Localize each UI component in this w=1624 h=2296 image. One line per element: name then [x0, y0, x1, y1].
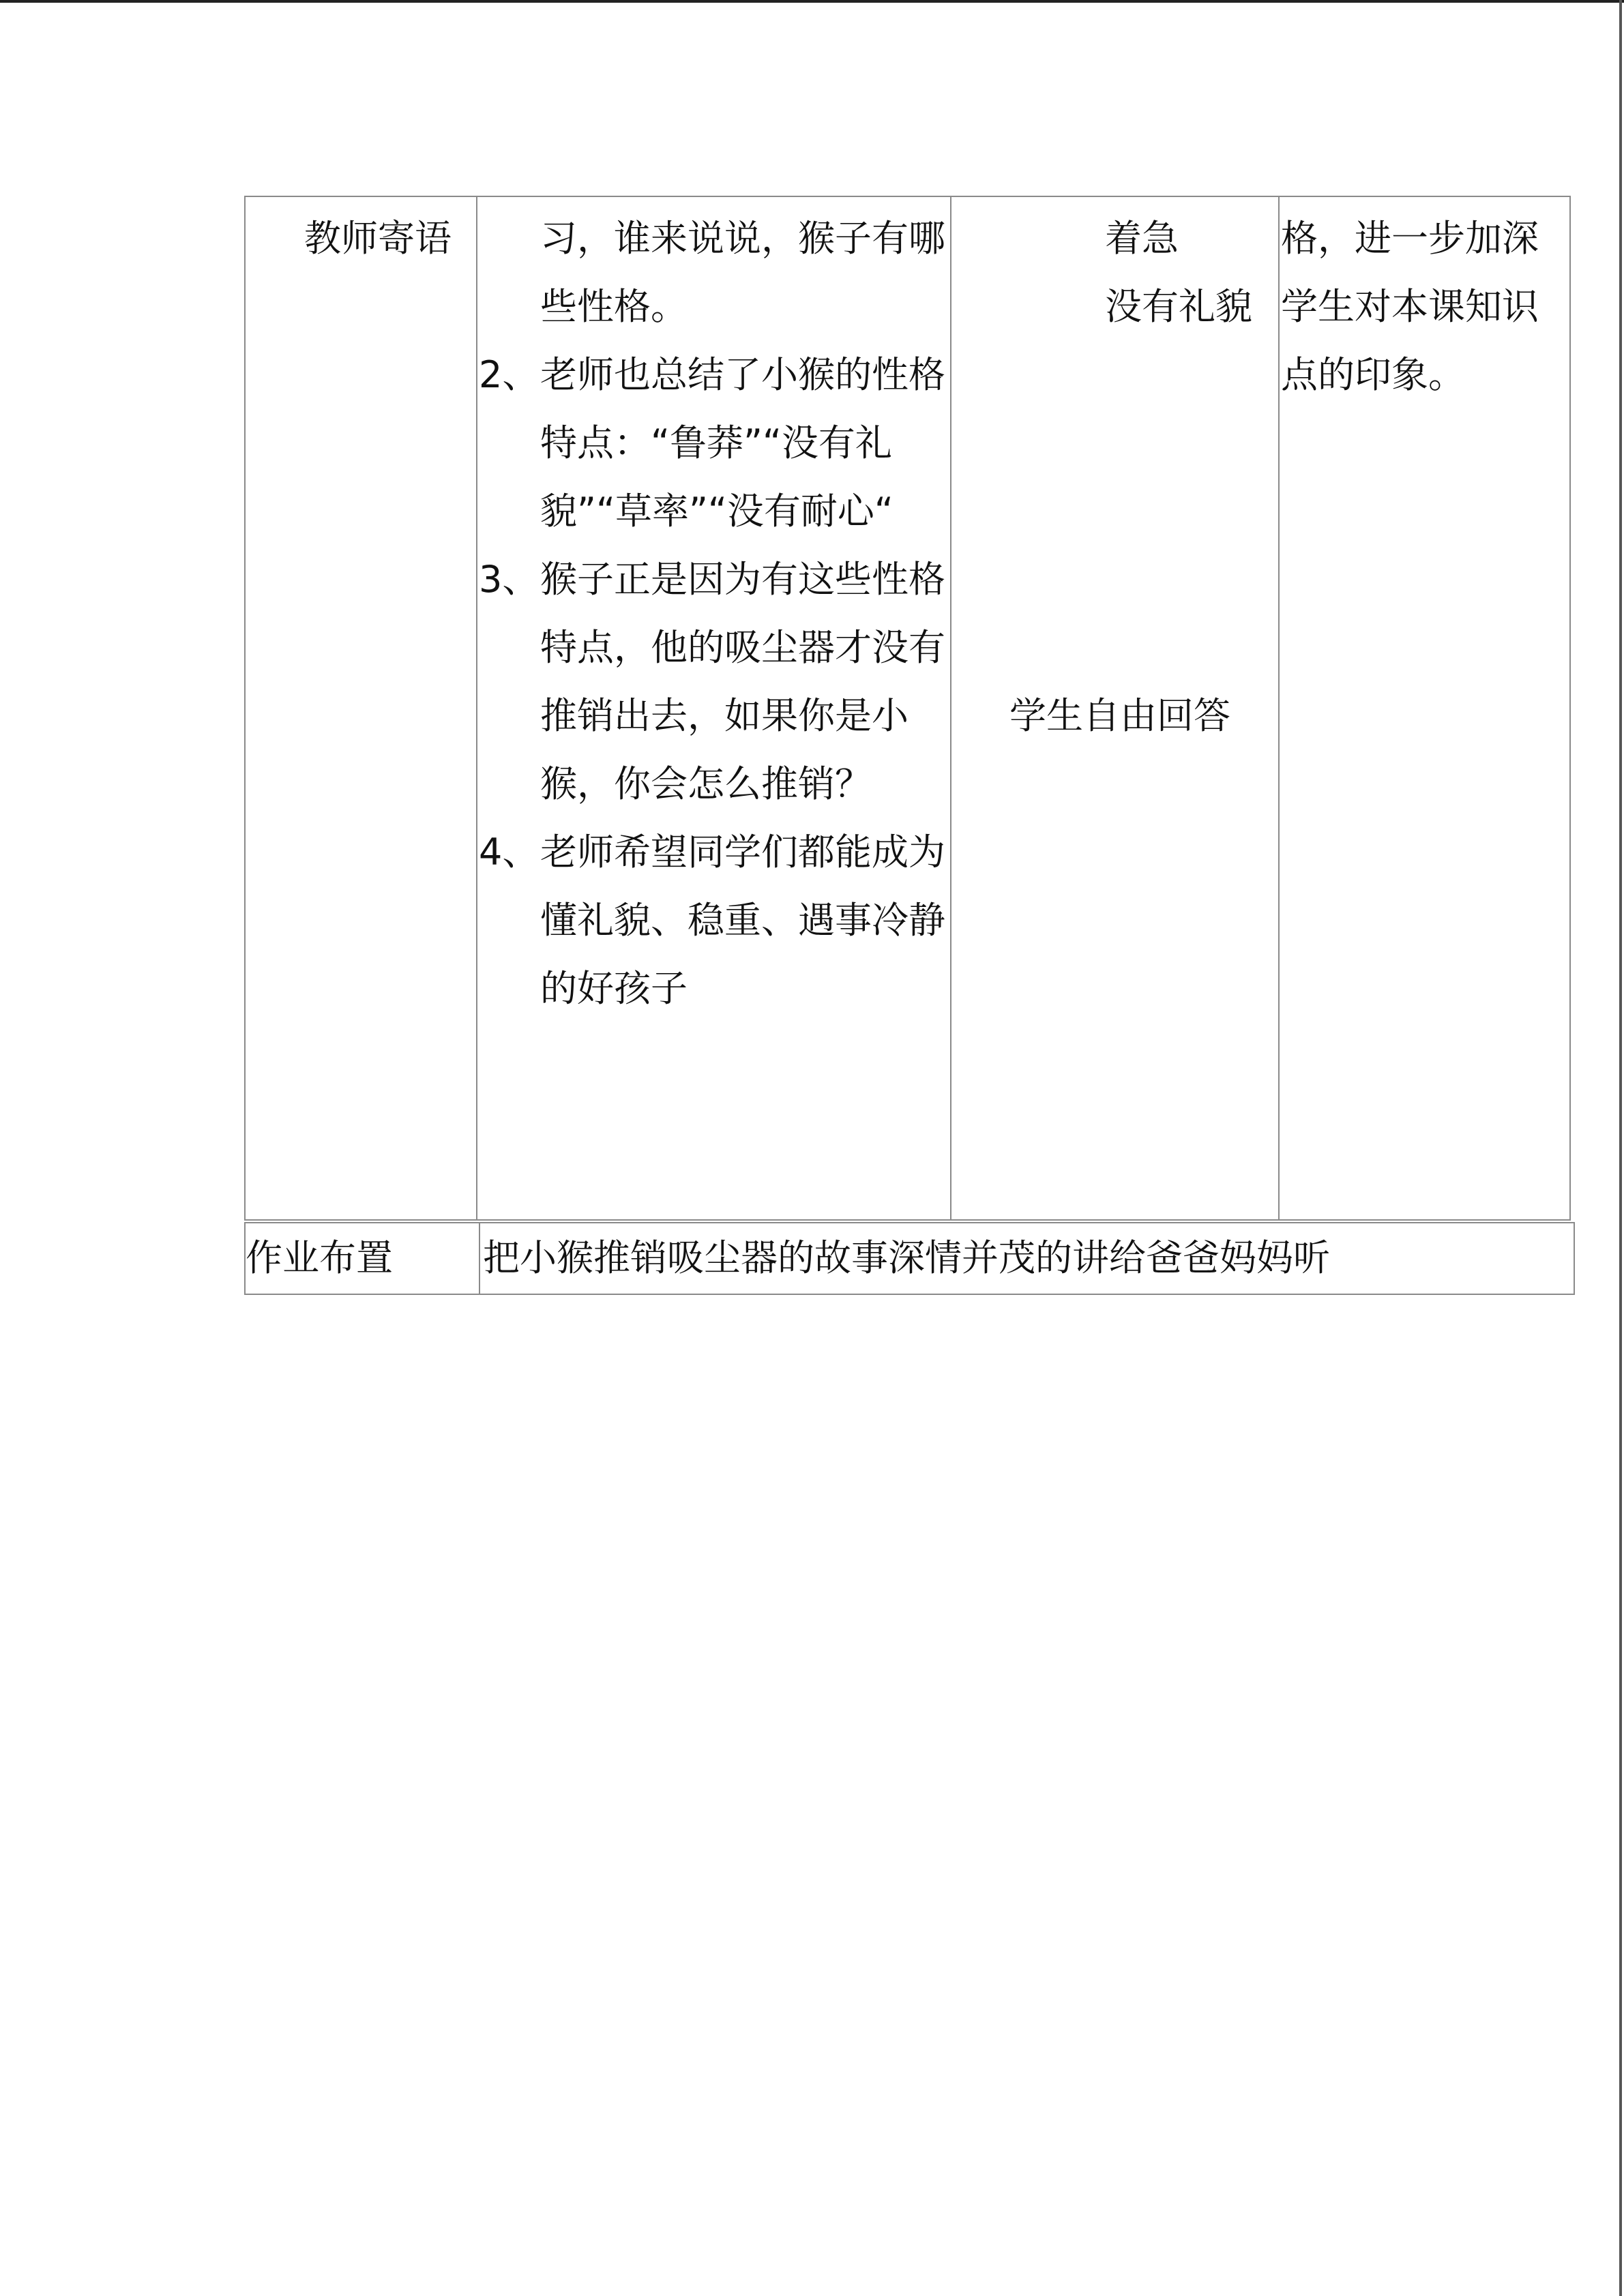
item-number: 4、: [479, 831, 540, 874]
teacher-message-label: 教师寄语: [304, 217, 452, 260]
column-divider-1: [476, 196, 477, 1221]
teacher-activity-item: [479, 546, 949, 818]
homework-column-divider: [479, 1222, 480, 1295]
teacher-activity-item: [479, 818, 949, 1023]
homework-content: 把小猴推销吸尘器的故事深情并茂的讲给爸爸妈妈听: [483, 1236, 1330, 1279]
teacher-activity-item: [479, 341, 949, 546]
student-word: 没有礼貌: [1105, 285, 1252, 328]
item-text: 老师希望同学们都能成为懂礼貌、稳重、遇事冷静的好孩子: [540, 831, 945, 1010]
teacher-activity-list: [479, 341, 949, 1023]
column-divider-3: [1278, 196, 1280, 1221]
item-text: 猴子正是因为有这些性格特点，他的吸尘器才没有推销出去，如果你是小猴，你会怎么推销？: [540, 558, 945, 805]
homework-label: 作业布置: [246, 1236, 393, 1279]
item-text: 老师也总结了小猴的性格特点：“鲁莽”“没有礼貌”“草率”“没有耐心“: [540, 353, 945, 533]
column-divider-2: [950, 196, 951, 1221]
page-right-border: [1619, 0, 1622, 2296]
student-words: [1105, 205, 1252, 341]
item-number: 2、: [479, 353, 540, 396]
item-number: 3、: [479, 558, 540, 601]
student-word: 着急: [1105, 217, 1179, 260]
student-answer: 学生自由回答: [1009, 694, 1230, 737]
teacher-intro-continuation: 习，谁来说说，猴子有哪些性格。: [540, 217, 945, 328]
page-top-border: [0, 0, 1624, 3]
design-purpose-text: 格，进一步加深学生对本课知识点的印象。: [1281, 217, 1539, 396]
